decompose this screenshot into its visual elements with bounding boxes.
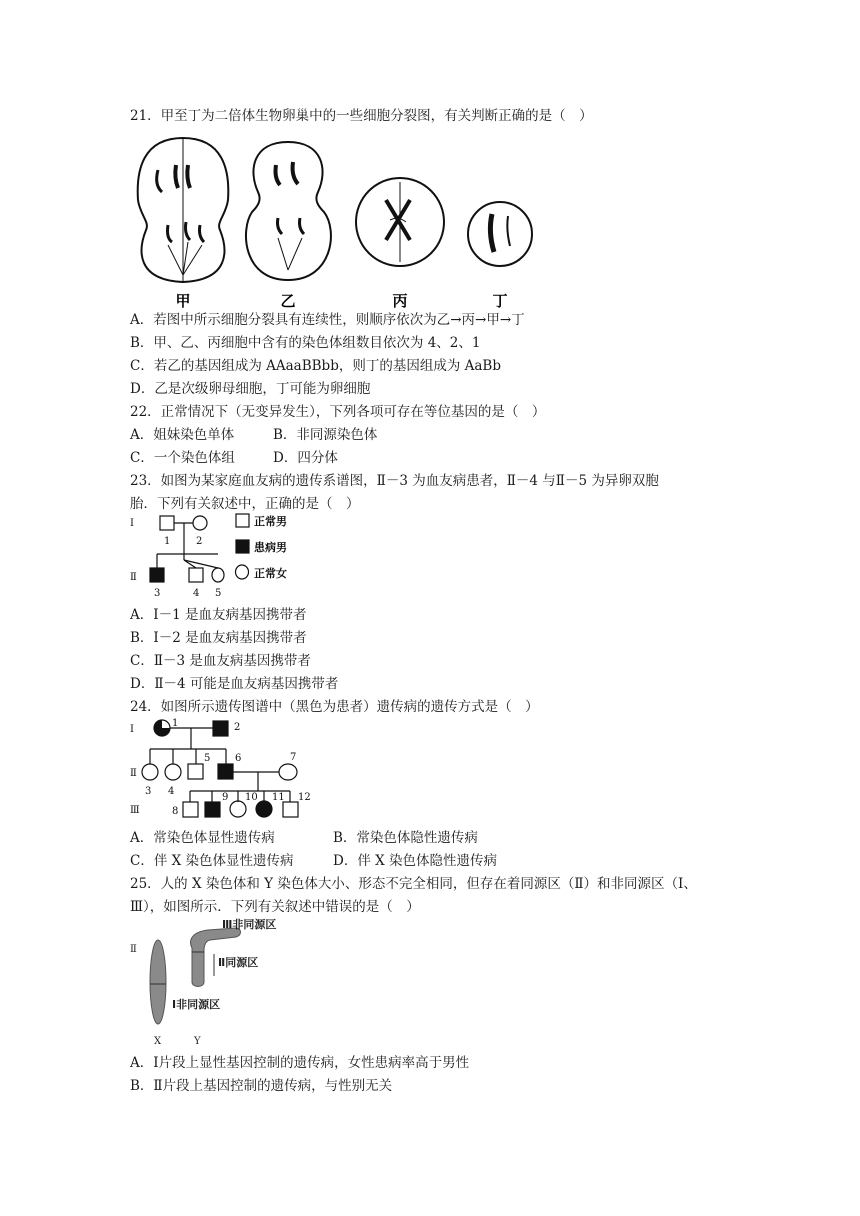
pedigree23-n3: 3 <box>154 588 161 599</box>
xy-chromosome-figure <box>128 918 298 1048</box>
hemophilia-pedigree <box>128 510 328 610</box>
pedigree23-ii3-affected-male <box>150 568 164 582</box>
pedigree24-ii4-normal-female <box>165 764 181 780</box>
pedigree24-n12: 12 <box>298 792 311 803</box>
q24-option-a: A．常染色体显性遗传病 <box>130 830 275 846</box>
q24-option-d: D．伴 X 染色体隐性遗传病 <box>333 853 498 869</box>
q21-option-a: A．若图中所示细胞分裂具有连续性，则顺序依次为乙→丙→甲→丁 <box>130 312 525 328</box>
q21-option-d: D．乙是次级卵母细胞，丁可能为卵细胞 <box>130 381 371 397</box>
pedigree24-iii10-normal-female <box>230 801 246 817</box>
pedigree23-n1: 1 <box>164 536 171 547</box>
cell-label-ding: 丁 <box>492 292 508 310</box>
pedigree23-i1-normal-male <box>160 516 174 530</box>
cell-label-yi: 乙 <box>280 292 296 310</box>
pedigree24-n2: 2 <box>234 722 241 733</box>
q22-stem: 22．正常情况下（无变异发生），下列各项可存在等位基因的是（ ） <box>130 404 546 420</box>
legend-normal-female-icon <box>236 565 249 579</box>
q23-stem-line2: 胎．下列有关叙述中，正确的是（ ） <box>130 496 360 512</box>
pedigree24-ii5-normal-male <box>188 764 203 779</box>
q23-option-d: D．Ⅱ－4 可能是血友病基因携带者 <box>130 676 339 692</box>
pedigree24-n4: 4 <box>168 786 175 797</box>
q22-option-b: B．非同源染色体 <box>273 427 378 443</box>
legend-normal-female: 正常女 <box>254 567 287 580</box>
cell-division-figure <box>128 130 548 310</box>
pedigree24-ii6-affected-male <box>218 764 233 779</box>
pedigree24-n1: 1 <box>172 718 179 729</box>
region3-label: Ⅲ非同源区 <box>222 918 277 931</box>
q21-option-b: B．甲、乙、丙细胞中含有的染色体组数目依次为 4、2、1 <box>130 335 481 351</box>
q25-option-a: A．Ⅰ片段上显性基因控制的遗传病，女性患病率高于男性 <box>130 1055 470 1071</box>
pedigree24-n6: 6 <box>235 753 242 764</box>
q23-option-a: A．Ⅰ－1 是血友病基因携带者 <box>130 607 307 623</box>
pedigree24-i2-affected-male <box>213 721 228 736</box>
legend-normal-male-icon <box>236 514 249 527</box>
q24-option-b: B．常染色体隐性遗传病 <box>333 830 478 846</box>
cell-ding <box>468 202 532 266</box>
pedigree23-gen2: Ⅱ <box>130 572 137 583</box>
region1-label: Ⅰ非同源区 <box>172 998 221 1011</box>
q21-option-c: C．若乙的基因组成为 AAaaBBbb，则丁的基因组成为 AaBb <box>130 358 501 374</box>
y-label: Y <box>194 1036 201 1047</box>
legend-affected-male-icon <box>236 540 249 553</box>
pedigree24-n8: 8 <box>172 806 179 817</box>
q24-stem: 24．如图所示遗传图谱中（黑色为患者）遗传病的遗传方式是（ ） <box>130 699 539 715</box>
pedigree23-ii5-normal-female <box>212 568 224 582</box>
cell-label-bing: 丙 <box>392 292 408 310</box>
pedigree24-iii9-affected-male <box>205 802 220 817</box>
left-region-mark: Ⅱ <box>130 944 137 955</box>
pedigree23-gen1: Ⅰ <box>130 518 134 529</box>
pedigree24-n5: 5 <box>204 753 211 764</box>
pedigree23-n4: 4 <box>193 588 200 599</box>
cell-label-jia: 甲 <box>175 292 191 310</box>
pedigree24-n9: 9 <box>222 792 229 803</box>
region2-label: Ⅱ同源区 <box>218 956 259 969</box>
q22-option-c: C．一个染色体组 <box>130 450 235 466</box>
q25-stem-line1: 25．人的 X 染色体和 Y 染色体大小、形态不完全相同，但存在着同源区（Ⅱ）和非同源区（Ⅰ、 <box>130 876 697 892</box>
pedigree23-i2-normal-female <box>193 516 207 530</box>
pedigree24-ii3-normal-female <box>142 764 158 780</box>
pedigree23-n2: 2 <box>196 536 203 547</box>
q25-option-b: B．Ⅱ片段上基因控制的遗传病，与性别无关 <box>130 1078 393 1094</box>
pedigree24-gen2: Ⅱ <box>130 768 137 779</box>
pedigree24-iii12-normal-male <box>283 802 298 817</box>
q23-option-b: B．Ⅰ－2 是血友病基因携带者 <box>130 630 307 646</box>
pedigree24-n10: 10 <box>245 792 258 803</box>
pedigree24-gen3: Ⅲ <box>130 805 140 816</box>
q23-stem-line1: 23．如图为某家庭血友病的遗传系谱图，Ⅱ－3 为血友病患者，Ⅱ－4 与Ⅱ－5 为异卵双胞 <box>130 473 659 489</box>
pedigree24-iii8-normal-male <box>183 802 198 817</box>
q23-option-c: C．Ⅱ－3 是血友病基因携带者 <box>130 653 311 669</box>
x-label: X <box>154 1036 162 1047</box>
cell-bing <box>356 178 444 266</box>
q21-stem: 21．甲至丁为二倍体生物卵巢中的一些细胞分裂图，有关判断正确的是（ ） <box>130 108 593 124</box>
cell-yi <box>246 142 331 280</box>
pedigree24-gen1: Ⅰ <box>130 724 134 735</box>
pedigree-24 <box>128 716 328 822</box>
pedigree23-ii4-normal-male <box>189 568 203 582</box>
x-chromosome <box>150 940 166 1024</box>
legend-normal-male: 正常男 <box>254 515 287 528</box>
pedigree24-iii11-affected-female <box>256 801 272 817</box>
cell-jia <box>138 138 229 282</box>
pedigree24-n11: 11 <box>272 792 285 803</box>
q25-stem-line2: Ⅲ），如图所示．下列有关叙述中错误的是（ ） <box>130 899 420 915</box>
q22-option-d: D．四分体 <box>273 450 338 466</box>
pedigree23-n5: 5 <box>215 588 222 599</box>
pedigree24-ii7-normal-female <box>279 764 297 780</box>
q24-option-c: C．伴 X 染色体显性遗传病 <box>130 853 294 869</box>
pedigree24-n7: 7 <box>290 752 297 763</box>
pedigree24-n3: 3 <box>145 786 152 797</box>
legend-affected-male: 患病男 <box>254 541 287 554</box>
q22-option-a: A．姐妹染色单体 <box>130 427 235 443</box>
